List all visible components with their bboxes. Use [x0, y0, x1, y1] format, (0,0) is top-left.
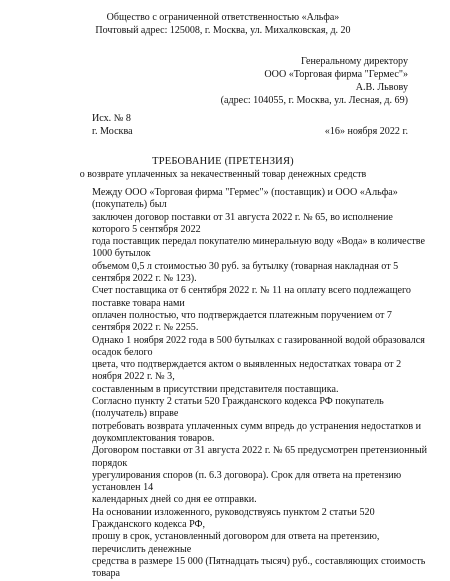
- org-address: Почтовый адрес: 125008, г. Москва, ул. Михалковская, д. 20: [95, 25, 351, 36]
- addressee-company: ООО «Торговая фирма "Гермес"»: [264, 69, 408, 80]
- addressee-position: Генеральному директору: [300, 56, 408, 67]
- document-subtitle: о возврате уплаченных за некачественный товар денежных средств: [79, 169, 367, 180]
- body-line: средства в размере 15 000 (Пятнадцать тысяч) руб., составляющих стоимость товара: [92, 555, 426, 580]
- body-line: оплачен полностью, что подтверждается платежным поручением от 7 сентября 2022 г. № 2255.: [92, 309, 392, 334]
- body-line: цвета, что подтверждается актом о выявленных недостатках товара от 2 ноября 2022 г. № 3,: [92, 359, 402, 383]
- body-line: доукомплектования товаров.: [92, 432, 215, 444]
- body-line: календарных дней со дня ее отправки.: [92, 494, 257, 506]
- addressee-address: (адрес: 104055, г. Москва, ул. Лесная, д. 69): [220, 95, 408, 106]
- document-body: [92, 187, 428, 581]
- body-line: Счет поставщика от 6 сентября 2022 г. № 11 на оплату всего подлежащего поставке товара нами: [92, 285, 411, 309]
- body-line: составленным в присутствии представителя поставщика.: [92, 383, 339, 395]
- body-line: урегулирования споров (п. 6.3 договора). Срок для ответа на претензию установлен 14: [92, 469, 402, 494]
- document-title: ТРЕБОВАНИЕ (ПРЕТЕНЗИЯ): [152, 156, 294, 167]
- body-line: На основании изложенного, руководствуясь пунктом 2 статьи 520 Гражданского кодекса РФ,: [92, 506, 375, 531]
- outgoing-number: Исх. № 8: [92, 113, 131, 124]
- body-line: потребовать возврата уплаченных сумм впредь до устранения недостатков и: [92, 420, 422, 432]
- body-line: года поставщик передал покупателю минеральную воду «Вода» в количестве 1000 бутылок: [92, 236, 425, 260]
- body-line: Договором поставки от 31 августа 2022 г. № 65 предусмотрен претензионный порядок: [92, 445, 428, 469]
- document-date: «16» ноября 2022 г.: [324, 126, 408, 137]
- body-line: Согласно пункту 2 статьи 520 Гражданского кодекса РФ покупатель (получатель) вправе: [92, 396, 384, 420]
- addressee-name: А.В. Львову: [355, 82, 408, 93]
- org-name: Общество с ограниченной ответственностью «Альфа»: [106, 12, 340, 23]
- body-line: объемом 0,5 л стоимостью 30 руб. за бутылку (товарная накладная от 5 сентября 2022 г. № 123).: [92, 260, 399, 285]
- body-line: заключен договор поставки от 31 августа 2022 г. № 65, во исполнение которого 5 сентября 2022: [92, 211, 393, 235]
- body-line: Между ООО «Торговая фирма "Гермес"» (поставщик) и ООО «Альфа» (покупатель) был: [92, 187, 398, 211]
- city: г. Москва: [92, 126, 133, 137]
- body-line: Однако 1 ноября 2022 года в 500 бутылках с газированной водой образовался осадок белого: [92, 334, 425, 358]
- body-line: прошу в срок, установленный договором для ответа на претензию, перечислить денежные: [92, 531, 380, 555]
